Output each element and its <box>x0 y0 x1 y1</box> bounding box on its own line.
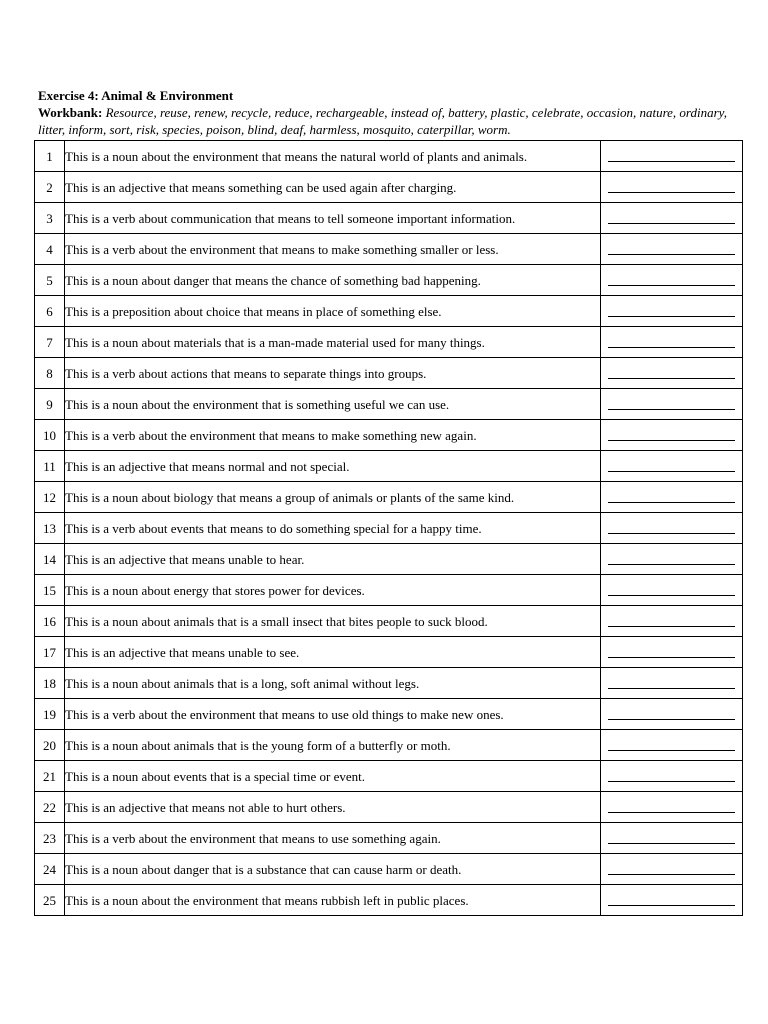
question-clue: This is a noun about the environment that is something useful we can use. <box>65 389 601 420</box>
question-number: 1 <box>35 141 65 172</box>
table-row <box>35 668 743 699</box>
answer-blank[interactable] <box>608 781 735 782</box>
answer-blank[interactable] <box>608 471 735 472</box>
answer-cell <box>601 885 743 916</box>
answer-blank[interactable] <box>608 874 735 875</box>
workbank-label: Workbank: <box>38 105 103 120</box>
answer-blank[interactable] <box>608 316 735 317</box>
question-clue: This is a noun about the environment that means rubbish left in public places. <box>65 885 601 916</box>
question-number: 21 <box>35 761 65 792</box>
answer-cell <box>601 792 743 823</box>
answer-cell <box>601 575 743 606</box>
question-number: 10 <box>35 420 65 451</box>
workbank-words: Resource, reuse, renew, recycle, reduce, rechargeable, instead of, battery, plastic, celebrate, occasion, nature, ordinary, litter, inform, sort, risk, species, poison, blind, deaf, harmless, mosquito, caterpillar, worm. <box>38 105 727 137</box>
table-row <box>35 699 743 730</box>
question-clue: This is a verb about communication that means to tell someone important information. <box>65 203 601 234</box>
question-clue: This is a verb about the environment that means to make something new again. <box>65 420 601 451</box>
answer-cell <box>601 172 743 203</box>
answer-blank[interactable] <box>608 688 735 689</box>
question-number: 24 <box>35 854 65 885</box>
answer-blank[interactable] <box>608 595 735 596</box>
question-clue: This is a noun about materials that is a man-made material used for many things. <box>65 327 601 358</box>
table-row <box>35 606 743 637</box>
vocabulary-table-body <box>35 141 743 916</box>
table-row <box>35 761 743 792</box>
question-clue: This is a verb about the environment that means to use old things to make new ones. <box>65 699 601 730</box>
table-row <box>35 172 743 203</box>
table-row <box>35 637 743 668</box>
table-row <box>35 451 743 482</box>
question-number: 22 <box>35 792 65 823</box>
answer-blank[interactable] <box>608 285 735 286</box>
answer-cell <box>601 358 743 389</box>
answer-cell <box>601 730 743 761</box>
answer-cell <box>601 420 743 451</box>
answer-cell <box>601 513 743 544</box>
table-row <box>35 141 743 172</box>
question-clue: This is a verb about the environment that means to make something smaller or less. <box>65 234 601 265</box>
answer-blank[interactable] <box>608 564 735 565</box>
table-row <box>35 885 743 916</box>
question-clue: This is an adjective that means normal and not special. <box>65 451 601 482</box>
answer-cell <box>601 451 743 482</box>
question-clue: This is a noun about biology that means a group of animals or plants of the same kind. <box>65 482 601 513</box>
question-number: 7 <box>35 327 65 358</box>
answer-cell <box>601 296 743 327</box>
worksheet-header <box>38 87 744 138</box>
table-row <box>35 420 743 451</box>
question-clue: This is a noun about the environment that means the natural world of plants and animals. <box>65 141 601 172</box>
table-row <box>35 234 743 265</box>
answer-blank[interactable] <box>608 533 735 534</box>
question-number: 4 <box>35 234 65 265</box>
table-row <box>35 513 743 544</box>
question-clue: This is a preposition about choice that means in place of something else. <box>65 296 601 327</box>
table-row <box>35 265 743 296</box>
question-number: 13 <box>35 513 65 544</box>
answer-blank[interactable] <box>608 378 735 379</box>
question-clue: This is a verb about events that means to do something special for a happy time. <box>65 513 601 544</box>
table-row <box>35 203 743 234</box>
question-number: 2 <box>35 172 65 203</box>
answer-cell <box>601 699 743 730</box>
question-number: 14 <box>35 544 65 575</box>
workbank <box>38 104 744 138</box>
table-row <box>35 327 743 358</box>
answer-cell <box>601 761 743 792</box>
question-clue: This is an adjective that means unable to hear. <box>65 544 601 575</box>
answer-blank[interactable] <box>608 440 735 441</box>
answer-cell <box>601 854 743 885</box>
answer-cell <box>601 823 743 854</box>
question-number: 11 <box>35 451 65 482</box>
answer-cell <box>601 668 743 699</box>
question-number: 25 <box>35 885 65 916</box>
table-row <box>35 854 743 885</box>
question-clue: This is a verb about actions that means to separate things into groups. <box>65 358 601 389</box>
question-clue: This is a noun about events that is a special time or event. <box>65 761 601 792</box>
table-row <box>35 730 743 761</box>
question-clue: This is a verb about the environment that means to use something again. <box>65 823 601 854</box>
answer-blank[interactable] <box>608 657 735 658</box>
answer-cell <box>601 482 743 513</box>
question-clue: This is a noun about energy that stores power for devices. <box>65 575 601 606</box>
answer-blank[interactable] <box>608 254 735 255</box>
table-row <box>35 575 743 606</box>
answer-cell <box>601 234 743 265</box>
answer-cell <box>601 203 743 234</box>
table-row <box>35 792 743 823</box>
question-number: 5 <box>35 265 65 296</box>
question-number: 18 <box>35 668 65 699</box>
question-number: 3 <box>35 203 65 234</box>
question-clue: This is a noun about animals that is a small insect that bites people to suck blood. <box>65 606 601 637</box>
table-row <box>35 296 743 327</box>
question-clue: This is a noun about danger that is a substance that can cause harm or death. <box>65 854 601 885</box>
answer-cell <box>601 265 743 296</box>
vocabulary-table <box>34 140 743 916</box>
question-number: 17 <box>35 637 65 668</box>
answer-blank[interactable] <box>608 192 735 193</box>
answer-blank[interactable] <box>608 347 735 348</box>
question-clue: This is an adjective that means not able to hurt others. <box>65 792 601 823</box>
answer-blank[interactable] <box>608 223 735 224</box>
answer-cell <box>601 389 743 420</box>
exercise-title: Exercise 4: Animal & Environment <box>38 88 234 103</box>
question-number: 23 <box>35 823 65 854</box>
table-row <box>35 358 743 389</box>
answer-cell <box>601 606 743 637</box>
answer-cell <box>601 327 743 358</box>
question-number: 15 <box>35 575 65 606</box>
answer-blank[interactable] <box>608 502 735 503</box>
question-number: 20 <box>35 730 65 761</box>
table-row <box>35 482 743 513</box>
answer-blank[interactable] <box>608 626 735 627</box>
question-clue: This is an adjective that means something can be used again after charging. <box>65 172 601 203</box>
question-number: 16 <box>35 606 65 637</box>
table-row <box>35 544 743 575</box>
question-number: 9 <box>35 389 65 420</box>
table-row <box>35 389 743 420</box>
answer-blank[interactable] <box>608 812 735 813</box>
table-row <box>35 823 743 854</box>
answer-blank[interactable] <box>608 905 735 906</box>
question-clue: This is a noun about animals that is a long, soft animal without legs. <box>65 668 601 699</box>
answer-blank[interactable] <box>608 750 735 751</box>
answer-blank[interactable] <box>608 161 735 162</box>
answer-cell <box>601 544 743 575</box>
question-number: 12 <box>35 482 65 513</box>
question-number: 6 <box>35 296 65 327</box>
question-clue: This is a noun about danger that means the chance of something bad happening. <box>65 265 601 296</box>
answer-blank[interactable] <box>608 719 735 720</box>
question-clue: This is an adjective that means unable to see. <box>65 637 601 668</box>
answer-cell <box>601 637 743 668</box>
question-number: 19 <box>35 699 65 730</box>
answer-blank[interactable] <box>608 843 735 844</box>
answer-cell <box>601 141 743 172</box>
answer-blank[interactable] <box>608 409 735 410</box>
question-clue: This is a noun about animals that is the young form of a butterfly or moth. <box>65 730 601 761</box>
question-number: 8 <box>35 358 65 389</box>
